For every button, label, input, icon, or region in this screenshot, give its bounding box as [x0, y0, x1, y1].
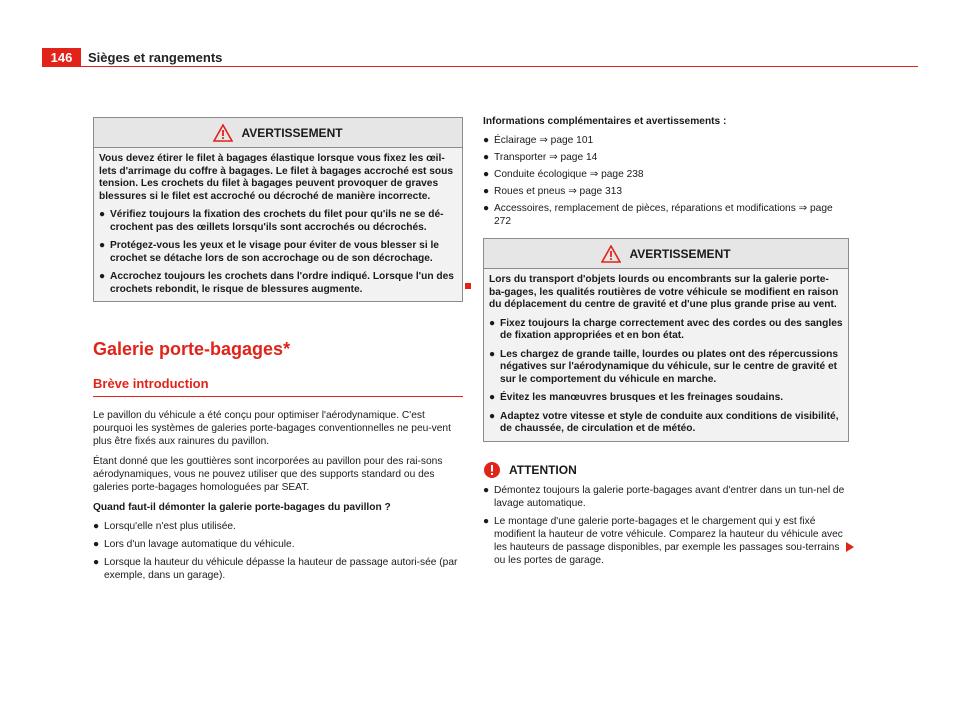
attention-title: ATTENTION [509, 462, 577, 477]
info-item: ● Conduite écologique ⇒ page 238 [483, 169, 644, 180]
attention-block [483, 460, 849, 567]
paragraph: Le pavillon du véhicule a été conçu pour optimiser l'aérodynamique. C'est pourquoi les systèmes de galeries porte-bagages conventionnelles ne peu-vent plus être fixés aux rainures du pavillon. [93, 410, 451, 447]
warning-box-right [483, 238, 849, 442]
attention-item: ● Le montage d'une galerie porte-bagages et le chargement qui y est fixé modifient la hauteur de votre véhicule. Comparez la hauteur du véhicule avec les hauteurs de passage disponibles, par exemple les passages sou-terrains ou les portes de garage. [483, 515, 843, 566]
list-item: ● Lors d'un lavage automatique du véhicule. [93, 539, 295, 550]
warning-bullet: ● Adaptez votre vitesse et style de conduite aux conditions de visibilité, de chaussée, de circulation et de météo. [489, 410, 839, 434]
warning-intro: Lors du transport d'objets lourds ou encombrants sur la galerie porte-ba-gages, les qualités routières de votre véhicule se modifient en raison du déplacement du centre de gravité et d'une plus grande prise au vent. [489, 274, 839, 310]
info-heading: Informations complémentaires et avertissements : [483, 116, 727, 127]
subsection-rule [93, 396, 463, 397]
section-title: Galerie porte-bagages* [93, 339, 291, 359]
attention-header [483, 460, 849, 480]
continue-arrow-icon [846, 542, 854, 552]
subsection-title: Brève introduction [93, 376, 209, 391]
warning-bullet: ● Protégez-vous les yeux et le visage pour éviter de vous blesser si le crochet se détache lors de son accrochage ou de son décrochage. [99, 240, 439, 264]
chapter-title: Sièges et rangements [88, 50, 223, 65]
warning-bullet: ● Fixez toujours la charge correctement avec des cordes ou des sangles de fixation appropriées et en bon état. [489, 317, 843, 341]
question-heading: Quand faut-il démonter la galerie porte-bagages du pavillon ? [93, 502, 391, 513]
section-body [93, 409, 461, 582]
list-item: ● Lorsqu'elle n'est plus utilisée. [93, 521, 236, 532]
left-column [93, 117, 463, 302]
info-item: ● Accessoires, remplacement de pièces, réparations et modifications ⇒ page 272 [483, 203, 833, 227]
warning-bullet: ● Accrochez toujours les crochets dans l'ordre indiqué. Lorsque l'un des crochets rebondit, le risque de blessures augmente. [99, 271, 454, 295]
header-rule [42, 66, 918, 67]
warning-title: AVERTISSEMENT [241, 125, 343, 140]
info-item: ● Éclairage ⇒ page 101 [483, 135, 594, 146]
info-item: ● Roues et pneus ⇒ page 313 [483, 186, 623, 197]
warning-triangle-icon [601, 245, 621, 263]
right-column [483, 115, 849, 567]
warning-bullet: ● Les chargez de grande taille, lourdes ou plates ont des répercussions négatives sur l'aérodynamique du véhicule, sur le centre de gravité et sur le comportement du véhicule en marche. [489, 348, 838, 385]
warning-bullet: ● Évitez les manœuvres brusques et les freinages soudains. [489, 392, 784, 403]
warning-title: AVERTISSEMENT [629, 246, 731, 261]
paragraph: Étant donné que les gouttières sont incorporées au pavillon pour des rai-sons aérodynamiques, vous ne pouvez utiliser que des supports standard ou des galeries porte-bagages homologuées par SEAT. [93, 456, 443, 493]
info-item: ● Transporter ⇒ page 14 [483, 152, 598, 163]
end-marker-square [465, 283, 471, 289]
warning-intro: Vous devez étirer le filet à bagages élastique lorsque vous fixez les œil-lets d'arrimage du coffre à bagages. Le filet à bagages accroché est sous tension. Les crochets du filet à bagages peuvent provoquer de graves blessures si le filet est accroché ou décroché de manière incorrecte. [99, 153, 454, 202]
warning-box-header [94, 118, 462, 148]
attention-circle-icon [483, 461, 501, 479]
warning-box-body [94, 148, 462, 301]
list-item: ● Lorsque la hauteur du véhicule dépasse la hauteur de passage autori-sée (par exemple, dans un garage). [93, 557, 458, 581]
attention-item: ● Démontez toujours la galerie porte-bagages avant d'entrer dans un tun-nel de lavage automatique. [483, 484, 845, 509]
warning-box-left [93, 117, 463, 302]
warning-box-header [484, 239, 848, 269]
warning-triangle-icon [213, 124, 233, 142]
warning-bullet: ● Vérifiez toujours la fixation des crochets du filet pour qu'ils ne se dé-crochent pas des œillets lorsqu'ils sont accrochés ou décrochés. [99, 209, 444, 233]
page-number: 146 [42, 48, 81, 67]
warning-box-body [484, 269, 848, 441]
